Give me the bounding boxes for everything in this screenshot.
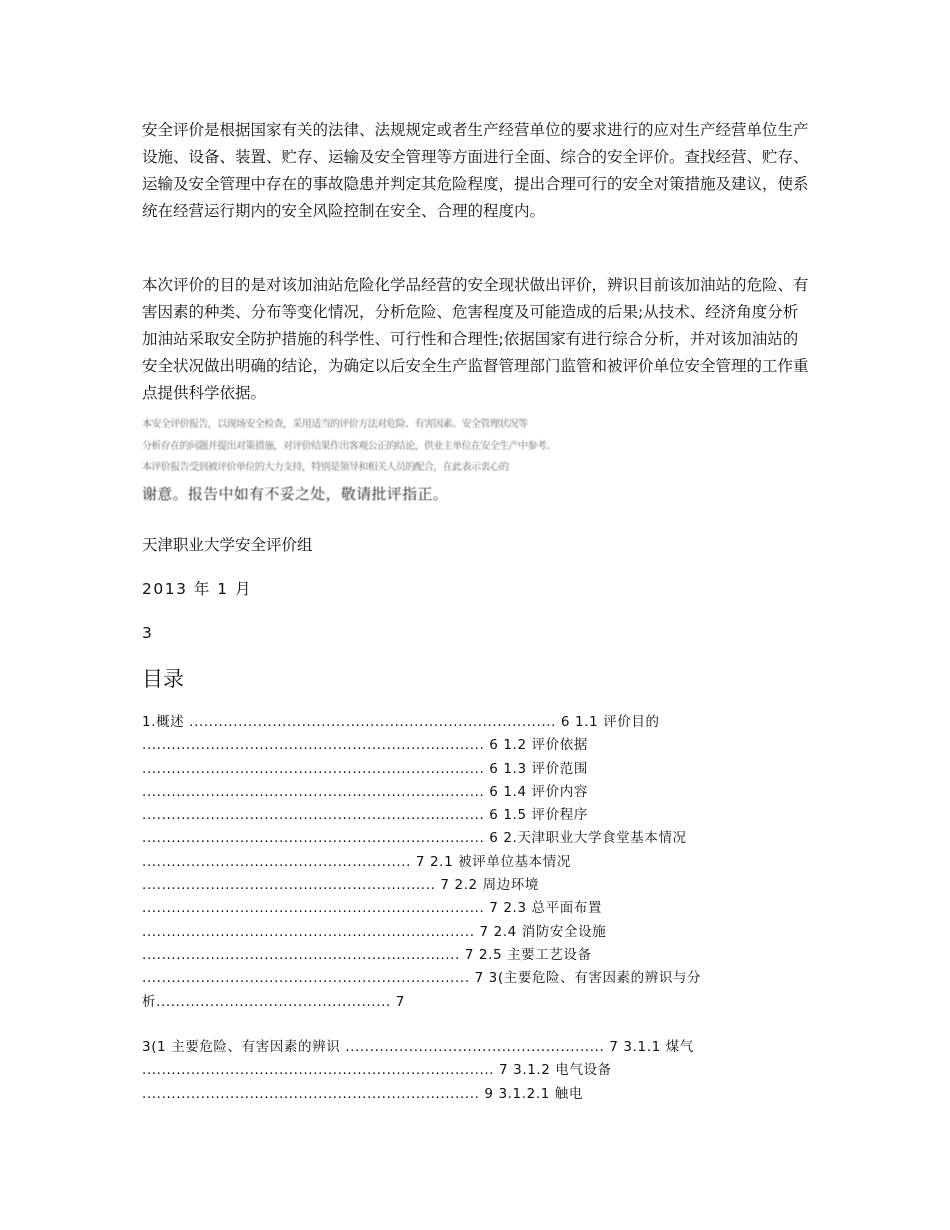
toc-block-2 [142,1036,762,1106]
toc-entry[interactable]: ..................................................................... 9 3.1.2.1 触电 [142,1085,583,1102]
toc-entry[interactable]: ...................................................................... 6 1.4 评价内容 [142,783,588,800]
toc-entry[interactable]: 析................................................ 7 [142,993,405,1010]
toc-entry[interactable]: ................................................................. 7 2.5 主要工艺设备 [142,946,592,963]
toc-entry[interactable]: ............................................................ 7 2.2 周边环境 [142,877,540,894]
toc-entry[interactable]: ...................................................................... 6 1.3 评价范围 [142,760,588,777]
toc-entry[interactable]: ...................................................................... 7 2.3 总平面布置 [142,900,603,917]
toc-entry[interactable]: ....................................................... 7 2.1 被评单位基本情况 [142,853,571,870]
closing-sentence: 谢意。报告中如有不妥之处，敬请批评指正。 [142,485,449,503]
degraded-line: 分析存在的问题并提出对策措施，对评价结果作出客观公正的结论，供业主单位在安全生产中参考。 [142,440,556,452]
degraded-text-block [142,414,562,479]
degraded-line: 本安全评价报告，以现场安全检查，采用适当的评价方法对危险、有害因素、安全管理状况等 [142,419,528,430]
toc-entry[interactable]: 1.概述 ........................................................................... 6 1.1 评价目的 [142,714,660,730]
intro-paragraph: 安全评价是根据国家有关的法律、法规规定或者生产经营单位的要求进行的应对生产经营单位生产设施、设备、装置、贮存、运输及安全管理等方面进行全面、综合的安全评价。查找经营、贮存、运输及安全管理中存在的事故隐患并判定其危险程度，提出合理可行的安全对策措施及建议，使系统在经营运行期内的安全风险控制在安全、合理的程度内。 [142,121,809,220]
toc-entry[interactable]: ...................................................................... 6 1.2 评价依据 [142,737,588,754]
purpose-paragraph: 本次评价的目的是对该加油站危险化学品经营的安全现状做出评价，辨识目前该加油站的危险、有害因素的种类、分布等变化情况，分析危险、危害程度及可能造成的后果;从技术、经济角度分析加油站采取安全防护措施的科学性、可行性和合理性;依据国家有进行综合分析，并对该加油站的安全状况做出明确的结论，为确定以后安全生产监督管理部门监管和被评价单位安全管理的工作重点提供科学依据。 [142,276,809,402]
toc-entry[interactable]: ...................................................................... 6 2.天津职业大学食堂基本情况 [142,830,687,847]
toc-entry[interactable]: 3(1 主要危险、有害因素的辨识 ..................................................... 7 3.1.1 煤气 [142,1039,694,1055]
page-number: 3 [142,624,152,642]
degraded-line: 本评价报告受到被评价单位的大力支持，特别是领导和相关人员的配合，在此表示衷心的 [142,462,509,473]
signature: 天津职业大学安全评价组 [142,536,313,554]
toc-entry[interactable]: ................................................................... 7 3(主要危险、有害因素的辨识与分 [142,970,702,987]
toc-entry[interactable]: ...................................................................... 6 1.5 评价程序 [142,807,588,824]
report-date: 2013 年 1 月 [142,580,253,598]
toc-entry[interactable]: ........................................................................ 7 3.1.2 电气设备 [142,1062,612,1079]
toc-entry[interactable]: .................................................................... 7 2.4 消防安全设施 [142,923,607,940]
toc-block-1 [142,711,762,1014]
toc-title: 目录 [142,667,184,691]
